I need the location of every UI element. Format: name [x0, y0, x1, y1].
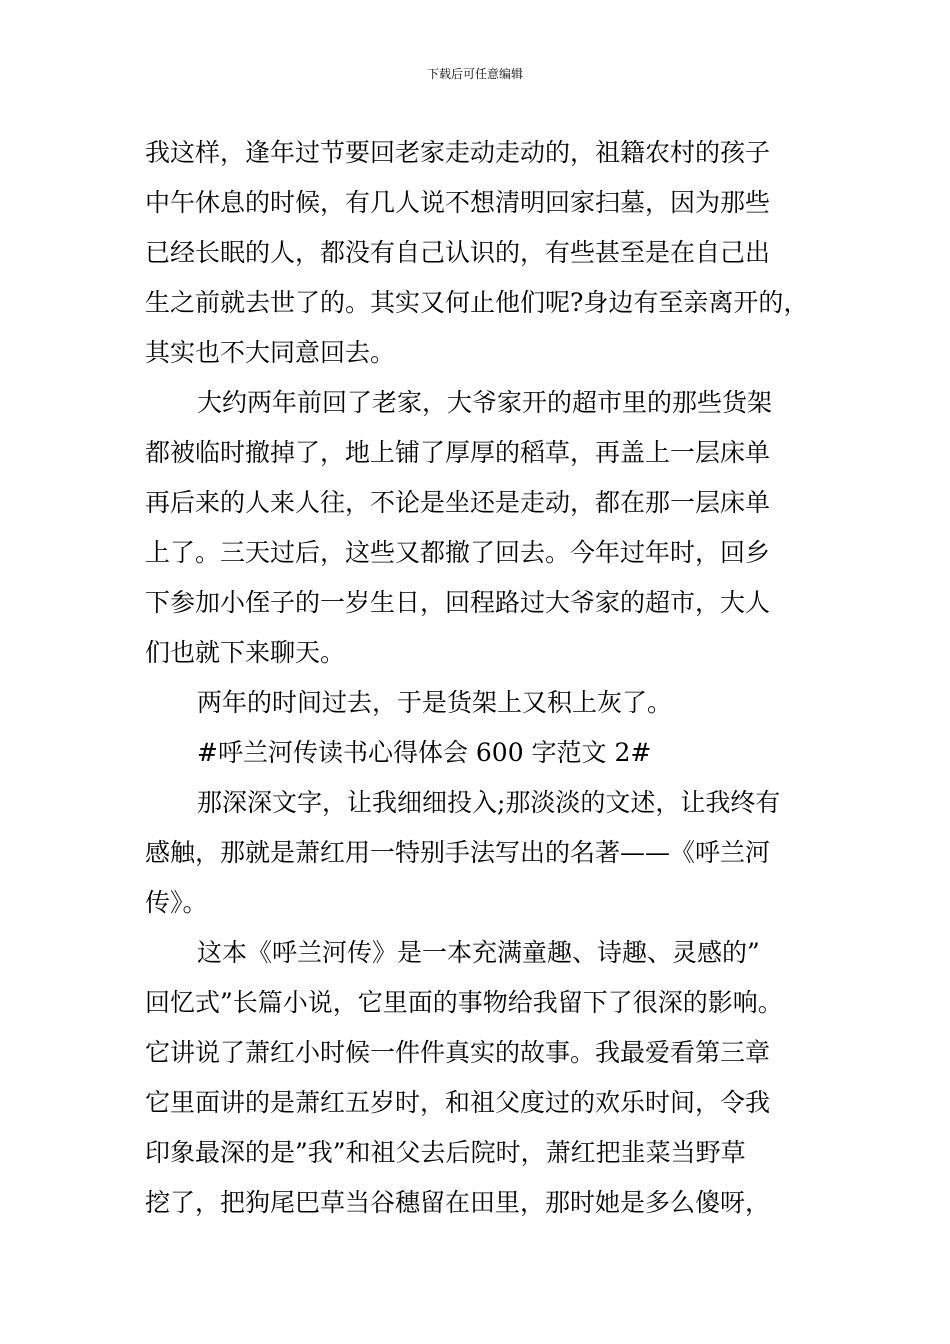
text-line: 回忆式”长篇小说，它里面的事物给我留下了很深的影响。: [145, 988, 783, 1017]
text-line: 两年的时间过去，于是货架上又积上灰了。: [197, 688, 673, 717]
text-line: 生之前就去世了的。其实又何止他们呢?身边有至亲离开的，: [145, 288, 809, 317]
text-line: 大约两年前回了老家，大爷家开的超市里的那些货架: [197, 388, 773, 417]
text-line: 它里面讲的是萧红五岁时，和祖父度过的欢乐时间，令我: [145, 1088, 771, 1117]
text-line: 那深深文字，让我细细投入;那淡淡的文述，让我终有: [197, 788, 781, 817]
text-line: 中午休息的时候，有几人说不想清明回家扫墓，因为那些: [145, 188, 771, 217]
text-line: 传》。: [145, 888, 208, 917]
text-line: 挖了，把狗尾巴草当谷穗留在田里，那时她是多么傻呀，: [145, 1188, 771, 1217]
text-line: 感触，那就是萧红用一特别手法写出的名著——《呼兰河: [145, 838, 771, 867]
text-line: 再后来的人来人往，不论是坐还是走动，都在那一层床单: [145, 488, 771, 517]
text-line: 上了。三天过后，这些又都撤了回去。今年过年时，回乡: [145, 538, 771, 567]
text-line: 已经长眠的人，都没有自己认识的，有些甚至是在自己出: [145, 238, 771, 267]
text-line: 这本《呼兰河传》是一本充满童趣、诗趣、灵感的”: [197, 938, 760, 967]
text-line: 它讲说了萧红小时候一件件真实的故事。我最爱看第三章: [145, 1038, 771, 1067]
text-line: 印象最深的是”我”和祖父去后院时，萧红把韭菜当野草: [145, 1138, 746, 1167]
text-line: 都被临时撤掉了，地上铺了厚厚的稻草，再盖上一层床单: [145, 438, 771, 467]
body-text: [145, 128, 825, 1228]
section-heading: #呼兰河传读书心得体会 600 字范文 2#: [197, 738, 652, 767]
text-line: 我这样，逢年过节要回老家走动走动的，祖籍农村的孩子: [145, 138, 771, 167]
text-line: 下参加小侄子的一岁生日，回程路过大爷家的超市，大人: [145, 588, 771, 617]
text-line: 们也就下来聊天。: [145, 638, 346, 667]
page-header: 下载后可任意编辑: [426, 67, 523, 81]
text-line: 其实也不大同意回去。: [145, 338, 396, 367]
